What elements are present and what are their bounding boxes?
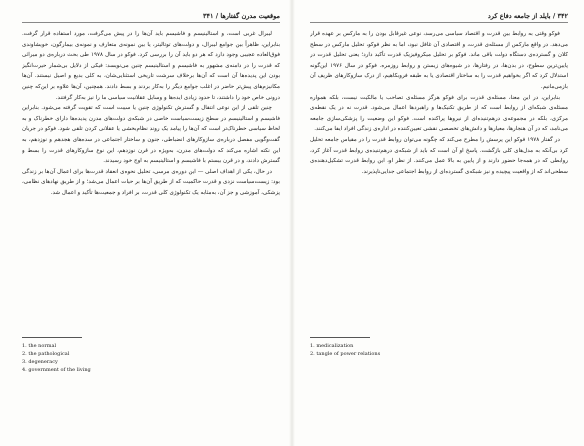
footnote: 2. the pathological bbox=[22, 351, 70, 357]
right-page bbox=[310, 12, 568, 436]
paragraph: در حال، یکی از اهداف اصلی — این دوره‌ی مرسی، تحلیل نحوه‌ی انعقاد قدرت‌ها برای اعمال آن‌ها بر زندگی بود: زیست‌سیاست نزدی و قدرت حاکمیت که از طریق آن‌ها بر حیات اعمال می‌شد؛ و از طریق نهادهای نظامی، پزشکی، آموزشی و جز آن، به‌مثابه یک تکنولوژی کلی قدرت، بر افراد و جمعیت‌ها تأکید و اعمال شد. bbox=[22, 168, 280, 196]
footnote-divider bbox=[22, 337, 82, 338]
paragraph: بنابراین، در این معنا، مسئله‌ی قدرت برای فوکو هرگز مسئله‌ی تصاحب یا مالکیت نیست، بلکه همواره مسئله‌ی شبکه‌ای از روابط است که از طریق تکنیک‌ها و راهبردها اعمال می‌شود. قدرت نه در یک نقطه‌ی مرکزی، بلکه در مجموعه‌ی درهم‌تنیده‌ای از نیروها پراکنده است. فوکو این وضعیت را پزشکی‌سازی جامعه می‌نامد، که در آن هنجارها، معیارها و دانش‌های تخصصی نقشی تعیین‌کننده در اداره‌ی زندگی افراد ایفا می‌کنند. bbox=[310, 94, 568, 133]
paragraph: لیبرال غربی است، و استالینیسم و فاشیسم باید آن‌ها را در پیش می‌گرفت، مورد استفاده قرار گرفت. بنابراین، ظاهراً بین جوامع لیبرال، و دولت‌های توتالیتر، یا بین نمونه‌ی متعارف و نمونه‌ی بیمارگون، خویشاوندی فوق‌العاده عجیبی وجود دارد که هر دو باید آن را بررسی کرد. فوکو در سال ۱۹۷۸ طی بحث درباره‌ی دو میراثی که قدرت را در دامنه‌ی مشهور به فاشیسم و استالینیسم چنین می‌نویسد: فیکی از دلایل بی‌شمار حیرت‌انگیز بودن این پدیده‌ها آن است که آن‌ها برخلاف سرشت تاریخی استثنایی‌شان، به کلی بدیع و اصیل نیستند. آن‌ها مکانیزم‌های پیش‌تر حاضر در اغلب جوامع دیگر را به‌کار بردند و بسط دادند. همچنین، آن‌ها علاوه بر این‌که چنین درونی خاص خود را داشتند، تا حدود زیادی ایده‌ها و وسایل عقلانیت سیاسی ما را نیز به‌کار گرفتند. bbox=[22, 31, 280, 101]
footnote: 1. medicalization bbox=[310, 343, 354, 349]
left-page-body bbox=[22, 29, 280, 329]
right-page-footnotes bbox=[310, 342, 568, 358]
right-page-header: ۳۴۲ / بایلد از جامعه دفاع کرد bbox=[310, 12, 568, 23]
footnote: 1. the normal bbox=[22, 343, 57, 349]
left-page-header: موقعیت مدرن گفتارها / ۳۴۱ bbox=[22, 12, 280, 23]
left-page bbox=[22, 12, 280, 436]
footnote-divider bbox=[310, 337, 370, 338]
left-page-footnotes bbox=[22, 342, 280, 374]
book-gutter bbox=[289, 0, 295, 446]
footnote: 2. tangle of power relations bbox=[310, 351, 381, 357]
paragraph: فوکو وقتی به روابط بین قدرت و اقتصاد سیاسی می‌رسد، نوعی غیرقابل بودن را به مارکس بر عهده قرار می‌دهد. در واقع مارکس از مسئله‌ی قدرت، و اقتصادی آن غافل نبود، اما به نظر فوکو، تحلیل مارکس در سطح کلان و گسترده‌ی دستگاه دولت باقی ماند. فوکو بر تحلیل میکروفیزیک قدرت تأکید دارد؛ یعنی تحلیل قدرت در پایین‌ترین سطوح، در بدن‌ها، در رفتارها، در شیوه‌های زیستن و روابط روزمره. فوکو در سال ۱۹۷۶ این‌گونه استدلال کرد که اگر بخواهیم قدرت را به ساختار اقتصادی یا به طبقه فروبکاهیم، از درک سازوکارهای ظریف آن بازمی‌مانیم. bbox=[310, 31, 568, 90]
footnote: 4. government of the living bbox=[22, 367, 91, 373]
paragraph: در گفتار ۱۹۷۸ فوکو این پرسش را مطرح می‌کند که چگونه می‌توان روابط قدرت را در مقیاس جامعه تحلیل کرد بی‌آنکه به مدل‌های کلی بازگشت. پاسخ او آن است که باید از شبکه‌ی درهم‌تنیده‌ی روابط قدرت آغاز کرد، روابطی که در همه‌جا حضور دارند و از پایین به بالا عمل می‌کنند. از نظر او، این روابط قدرت تشکیل‌دهنده‌ی سطحی‌اند که از واقعیت پیچیده و نیز شبکه‌ی گسترده‌ای از روابط اجتماعی جدایی‌ناپذیرند. bbox=[310, 136, 568, 175]
paragraph: چنین تلقی از این نوعی انتقال و گسترش تکنولوژی چنین یا سیبت است که تقویت گرفته می‌شود. بنابراین فاشیسم و استالینیسم در سطح زیست‌سیاست خاصی در شبکه‌ی دولت‌های مدرن پدیده‌ها دارای خطرناک و به لحاظ سیاسی خطرناک‌تر است که آن‌ها را پیامد یک روند نظام‌بخشی یا عقلانی کردن تلقی شود. فوکو در جریان گفت‌وگویی مفصل درباره‌ی سازوکارهای انضباطی، جنون و ساختار اجتماعی در سده‌های هجدهم و نوزدهم، به این نکته اشاره می‌کند که دولت‌های مدرن، به‌ویژه در قرن نوزدهم، این نوع سازوکارهای قدرت را بسط و گسترش دادند، و در قرن بیستم با فاشیسم و استالینیسم به اوج خود رسیدند. bbox=[22, 105, 280, 165]
footnote: 3. degeneracy bbox=[22, 359, 58, 365]
right-page-body bbox=[310, 29, 568, 329]
